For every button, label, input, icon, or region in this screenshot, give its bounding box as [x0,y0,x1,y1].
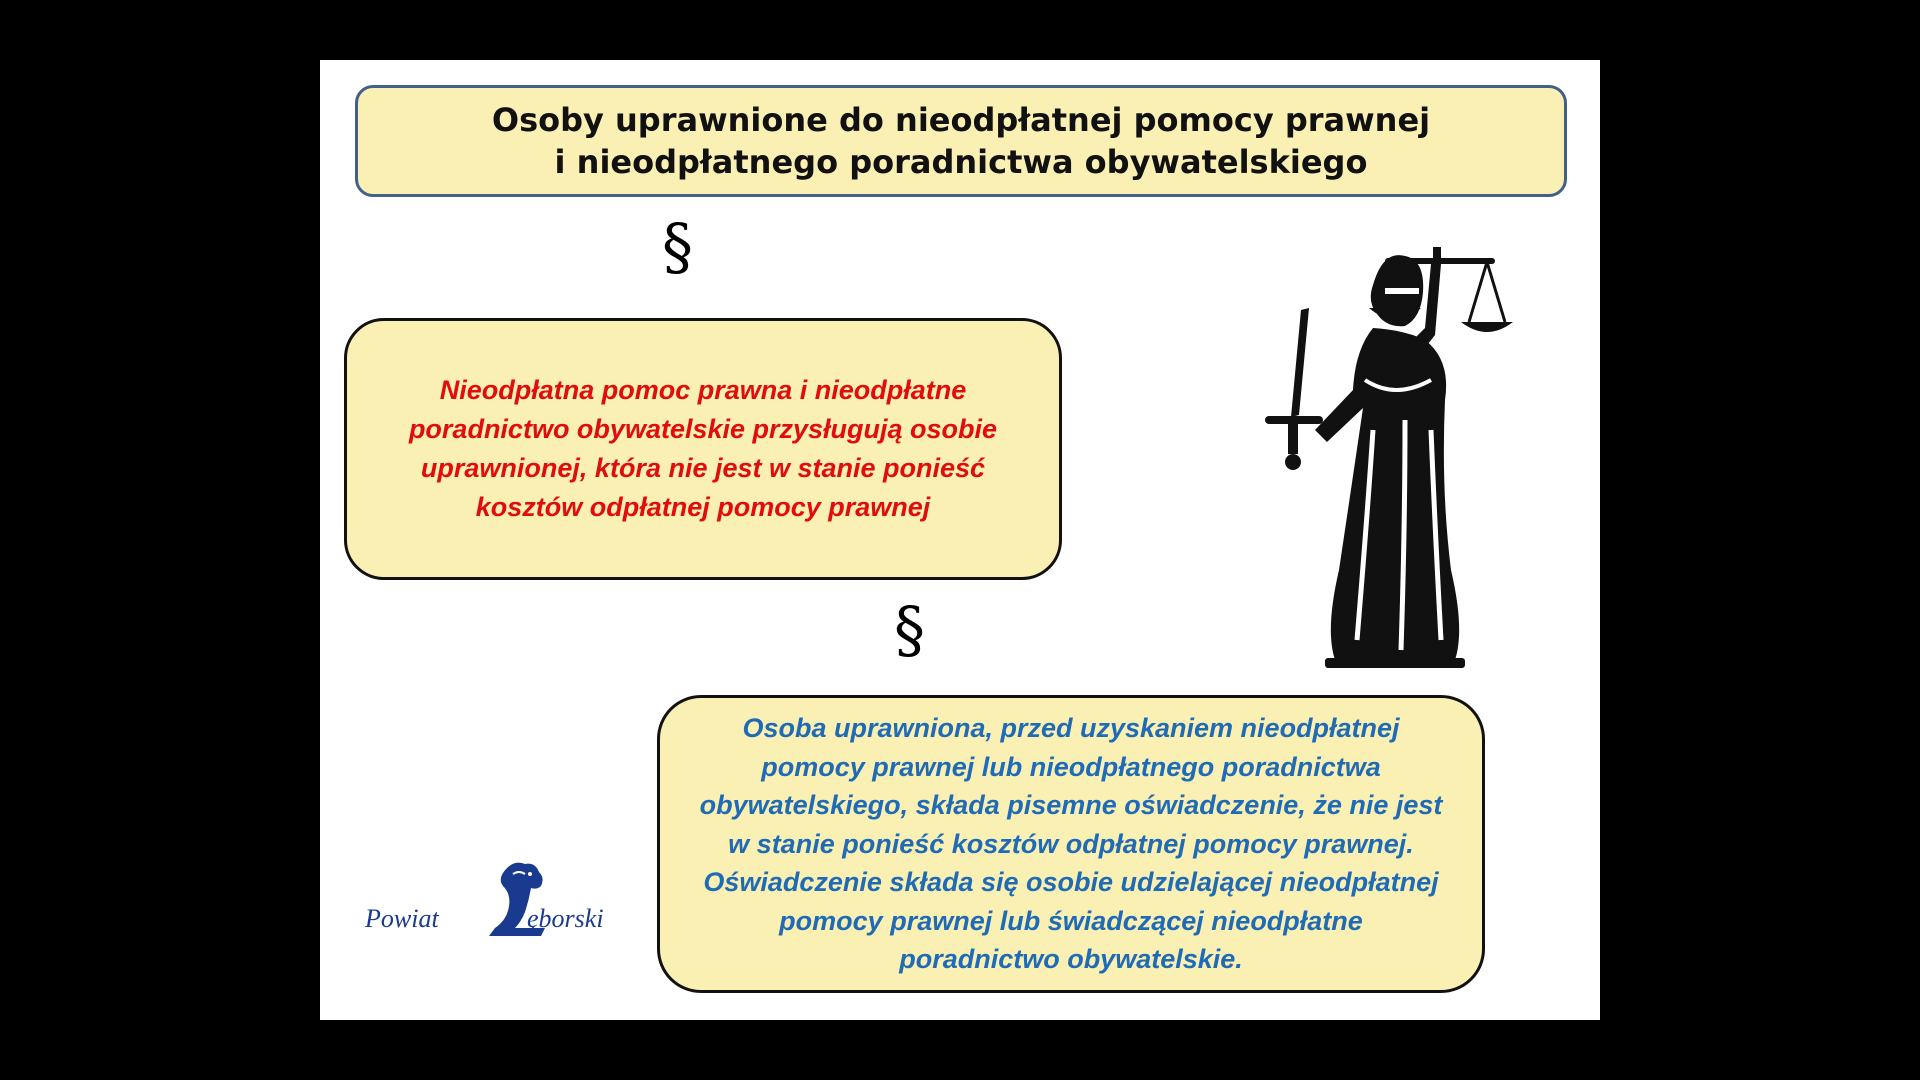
eligibility-line: poradnictwo obywatelskie przysługują osobie [408,414,998,444]
eligibility-line: Nieodpłatna pomoc prawna i nieodpłatne [439,375,967,405]
declaration-line: pomocy prawnej lub nieodpłatnego poradnictwa [761,751,1381,782]
logo-word-leborski: ęborski [527,904,604,933]
declaration-line: obywatelskiego, składa pisemne oświadczenie, że nie jest [699,790,1443,821]
lady-justice-icon [1255,230,1555,690]
declaration-line: Oświadczenie składa się osobie udzielającej nieodpłatnej [703,867,1439,898]
section-symbol-2: § [894,593,925,666]
section-symbol-1: § [662,210,693,283]
powiat-leborski-logo [365,858,635,938]
eligibility-line: kosztów odpłatnej pomocy prawnej [475,492,931,522]
eligibility-line: uprawnionej, która nie jest w stanie ponieść [420,453,986,483]
title-line-2: i nieodpłatnego poradnictwa obywatelskiego [554,143,1368,181]
declaration-line: poradnictwo obywatelskie. [899,944,1243,975]
title-line-1: Osoby uprawnione do nieodpłatnej pomocy prawnej [491,101,1431,139]
declaration-line: pomocy prawnej lub świadczącej nieodpłatne [779,905,1363,936]
eligibility-box [344,318,1062,580]
slide [320,60,1600,1020]
declaration-box [657,695,1485,993]
declaration-line: Osoba uprawniona, przed uzyskaniem nieodpłatnej [742,713,1400,744]
title-box [355,85,1567,197]
logo-word-powiat: Powiat [365,904,439,933]
declaration-line: w stanie ponieść kosztów odpłatnej pomocy prawnej. [728,828,1414,859]
